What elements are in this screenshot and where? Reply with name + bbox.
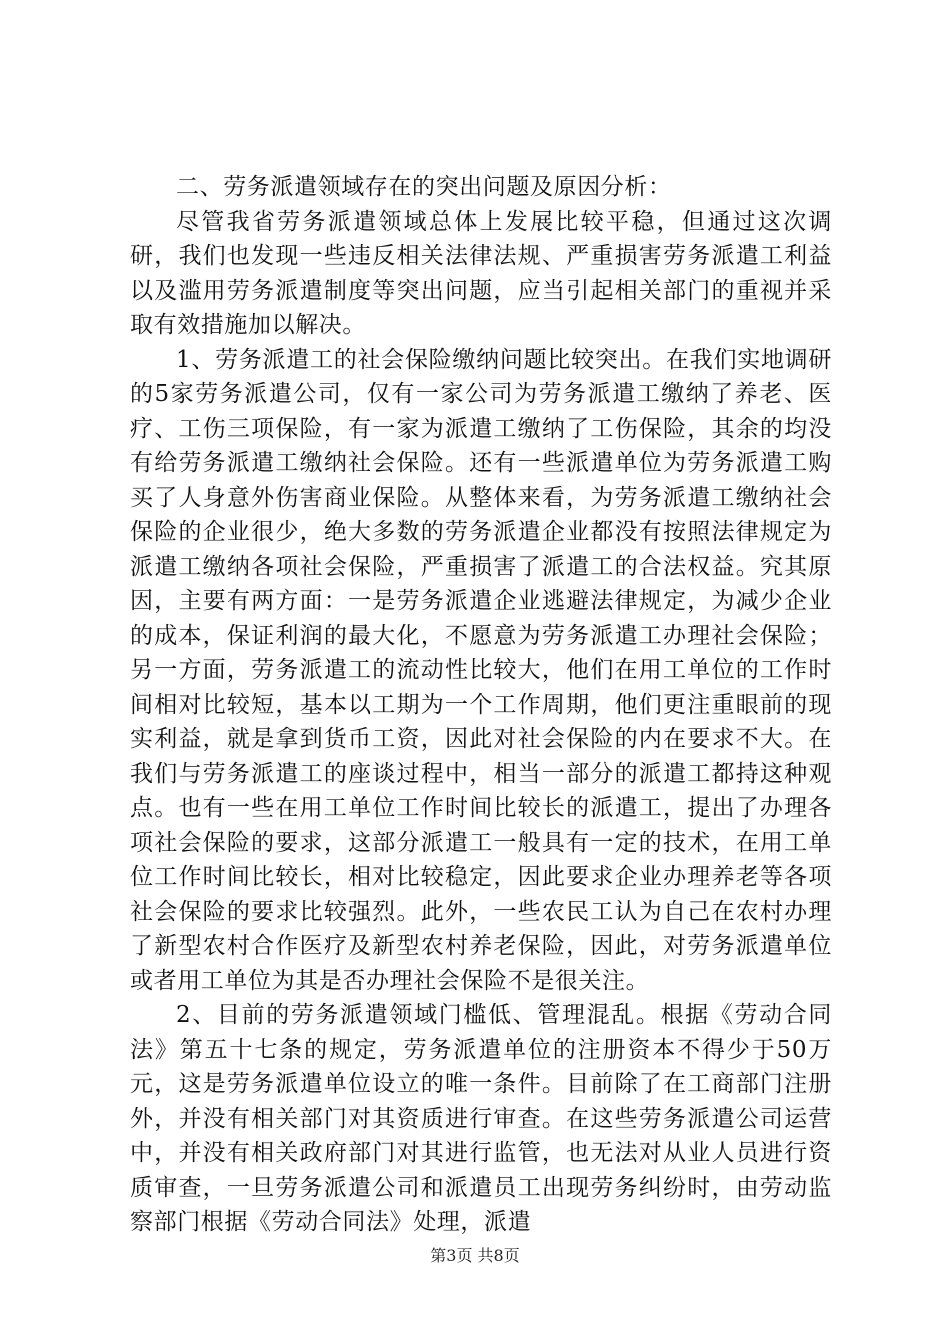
section-heading: 二、劳务派遣领域存在的突出问题及原因分析： xyxy=(176,174,672,200)
page-number-footer: 第3页 共8页 xyxy=(430,1246,520,1265)
document-body xyxy=(130,170,832,1240)
body-paragraph: 1、劳务派遣工的社会保险缴纳问题比较突出。在我们实地调研的5家劳务派遣公司，仅有一家公司为劳务派遣工缴纳了养老、医疗、工伤三项保险，有一家为派遣工缴纳了工伤保险，其余的均没有给劳务派遣工缴纳社会保险。还有一些派遣单位为劳务派遣工购买了人身意外伤害商业保险。从整体来看，为劳务派遣工缴纳社会保险的企业很少，绝大多数的劳务派遣企业都没有按照法律规定为派遣工缴纳各项社会保险，严重损害了派遣工的合法权益。究其原因，主要有两方面：一是劳务派遣企业逃避法律规定，为减少企业的成本，保证利润的最大化，不愿意为劳务派遣工办理社会保险；另一方面，劳务派遣工的流动性比较大，他们在用工单位的工作时间相对比较短，基本以工期为一个工作周期，他们更注重眼前的现实利益，就是拿到货币工资，因此对社会保险的内在要求不大。在我们与劳务派遣工的座谈过程中，相当一部分的派遣工都持这种观点。也有一些在用工单位工作时间比较长的派遣工，提出了办理各项社会保险的要求，这部分派遣工一般具有一定的技术，在用工单位工作时间比较长，相对比较稳定，因此要求企业办理养老等各项社会保险的要求比较强烈。此外，一些农民工认为自己在农村办理了新型农村合作医疗及新型农村养老保险，因此，对劳务派遣单位或者用工单位为其是否办理社会保险不是很关注。 xyxy=(130,346,832,994)
body-paragraph: 2、目前的劳务派遣领域门槛低、管理混乱。根据《劳动合同法》第五十七条的规定，劳务派遣单位的注册资本不得少于50万元，这是劳务派遣单位设立的唯一条件。目前除了在工商部门注册外，并没有相关部门对其资质进行审查。在这些劳务派遣公司运营中，并没有相关政府部门对其进行监管，也无法对从业人员进行资质审查，一旦劳务派遣公司和派遣员工出现劳务纠纷时，由劳动监察部门根据《劳动合同法》处理，派遣 xyxy=(130,1002,832,1235)
body-paragraph: 尽管我省劳务派遣领域总体上发展比较平稳，但通过这次调研，我们也发现一些违反相关法律法规、严重损害劳务派遣工利益以及滥用劳务派遣制度等突出问题，应当引起相关部门的重视并采取有效措施加以解决。 xyxy=(130,208,832,338)
